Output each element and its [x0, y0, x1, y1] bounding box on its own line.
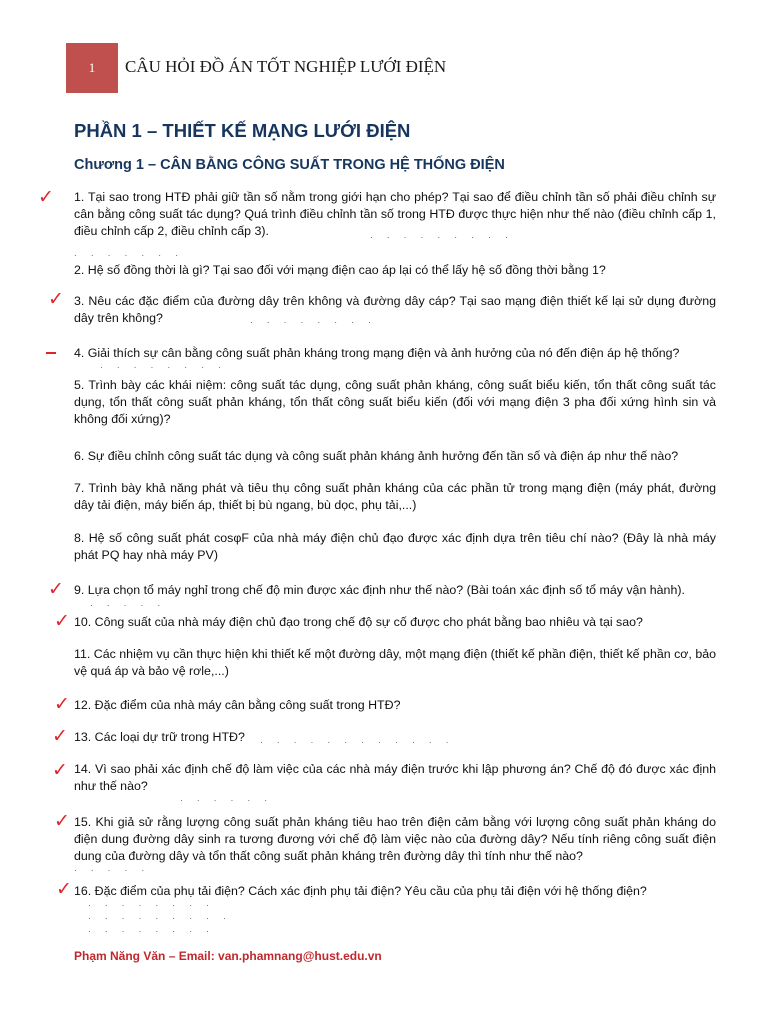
- scan-artifact: · · · · · ·: [180, 796, 274, 805]
- check-mark-icon: ✓: [52, 759, 68, 781]
- check-mark-icon: ✓: [54, 610, 70, 632]
- question-11: 11. Các nhiệm vụ cần thực hiện khi thiết kế một đường dây, một mạng điện (thiết kế phần điện, thiết kế phần cơ, bảo vệ quá áp và bảo vệ rơle,...): [74, 647, 716, 678]
- question-3: 3. Nêu các đặc điểm của đường dây trên không và đường dây cáp? Tại sao mạng điện thiết kế lại sử dụng đường dây trên không?: [74, 294, 716, 325]
- scan-artifact: · · · · · · · ·: [100, 363, 227, 372]
- check-mark-icon: ✓: [54, 810, 70, 832]
- footer-author-email: Phạm Năng Văn – Email: van.phamnang@hust.edu.vn: [74, 949, 382, 963]
- page-number-badge: [66, 43, 118, 93]
- question-14: 14. Vì sao phải xác định chế độ làm việc của các nhà máy điện trước khi lập phương án? Chế độ đó được xác định như thế nào?: [74, 762, 716, 793]
- question-4: 4. Giải thích sự cân bằng công suất phản kháng trong mạng điện và ảnh hưởng của nó đến điện áp hệ thống?: [74, 346, 680, 360]
- check-mark-icon: ✓: [48, 288, 64, 310]
- question-5: 5. Trình bày các khái niệm: công suất tác dụng, công suất phản kháng, công suất biểu kiến, tổn thất công suất tác dụng, tổn thất công suất phản kháng, tổn thất công suất biểu kiến (đối với mạng điện 3 pha đối xứng hình sin và không đối xứng)?: [74, 378, 716, 426]
- scan-artifact: · · · · · · · · ·: [88, 914, 232, 923]
- scan-artifact: · · · · · · ·: [74, 251, 184, 260]
- check-mark-icon: ✓: [56, 878, 72, 900]
- check-mark-icon: ✓: [48, 578, 64, 600]
- question-7: 7. Trình bày khả năng phát và tiêu thụ công suất phản kháng của các phần tử trong mạng điện (máy phát, đường dây tải điện, máy biến áp, thiết bị bù ngang, bù dọc, phụ tải,...): [74, 481, 716, 512]
- scan-artifact: · · · · · · · ·: [88, 927, 215, 936]
- question-16: 16. Đặc điểm của phụ tải điện? Cách xác định phụ tải điện? Yêu cầu của phụ tải điện với hệ thống điện?: [74, 884, 647, 898]
- scan-artifact: · · · · · · · ·: [88, 901, 215, 910]
- question-10: 10. Công suất của nhà máy điện chủ đạo trong chế độ sự cố được cho phát bằng bao nhiêu và tại sao?: [74, 615, 643, 629]
- scan-artifact: · · · · ·: [74, 866, 151, 875]
- scan-artifact: · · · · · · · ·: [250, 318, 377, 327]
- question-8: 8. Hệ số công suất phát cosφF của nhà máy điện chủ đạo được xác định dựa trên tiêu chí nào? (Đây là nhà máy phát PQ hay nhà máy PV): [74, 531, 716, 562]
- question-9: 9. Lựa chọn tổ máy nghỉ trong chế độ min được xác định như thế nào? (Bài toán xác định số tổ máy vận hành).: [74, 583, 685, 597]
- question-2: 2. Hệ số đồng thời là gì? Tại sao đối với mạng điện cao áp lại có thể lấy hệ số đồng thời bằng 1?: [74, 263, 606, 277]
- chapter-title: Chương 1 – CÂN BẰNG CÔNG SUẤT TRONG HỆ THỐNG ĐIỆN: [74, 157, 505, 173]
- check-mark-icon: ✓: [52, 725, 68, 747]
- check-mark-icon: ✓: [38, 186, 54, 208]
- scan-artifact: · · · · ·: [90, 601, 167, 610]
- page-number: 1: [88, 60, 96, 75]
- part-title: PHẦN 1 – THIẾT KẾ MẠNG LƯỚI ĐIỆN: [74, 120, 411, 141]
- document-header: CÂU HỎI ĐỒ ÁN TỐT NGHIỆP LƯỚI ĐIỆN: [125, 57, 447, 76]
- question-12: 12. Đặc điểm của nhà máy cân bằng công suất trong HTĐ?: [74, 698, 401, 712]
- scan-artifact: · · · · · · · · ·: [370, 233, 514, 242]
- question-1: 1. Tại sao trong HTĐ phải giữ tần số nằm trong giới hạn cho phép? Tại sao để điều chỉnh tần số phải điều chỉnh sự cân bằng công suất tác dụng? Quá trình điều chỉnh tần số trong HTĐ được thực hiện như thế nào (điều chỉnh cấp 1, điều chỉnh cấp 2, điều chỉnh cấp 3).: [74, 190, 716, 238]
- question-13: 13. Các loại dự trữ trong HTĐ?: [74, 730, 245, 744]
- margin-mark: [46, 352, 56, 354]
- scan-artifact: · · · · · · · · · · · ·: [260, 738, 455, 747]
- question-6: 6. Sự điều chỉnh công suất tác dụng và công suất phản kháng ảnh hưởng đến tần số và điện áp như thế nào?: [74, 449, 679, 463]
- question-15: 15. Khi giả sử rằng lượng công suất phản kháng tiêu hao trên điện cảm bằng với lượng công suất phản kháng do điện dung đường dây sinh ra tương đương với chế độ làm việc nào của đường dây? Nếu tính riêng công suất điện dung của đường dây và tổn thất công suất phản kháng trên đường dây thì tính như thế nào?: [74, 815, 716, 863]
- check-mark-icon: ✓: [54, 693, 70, 715]
